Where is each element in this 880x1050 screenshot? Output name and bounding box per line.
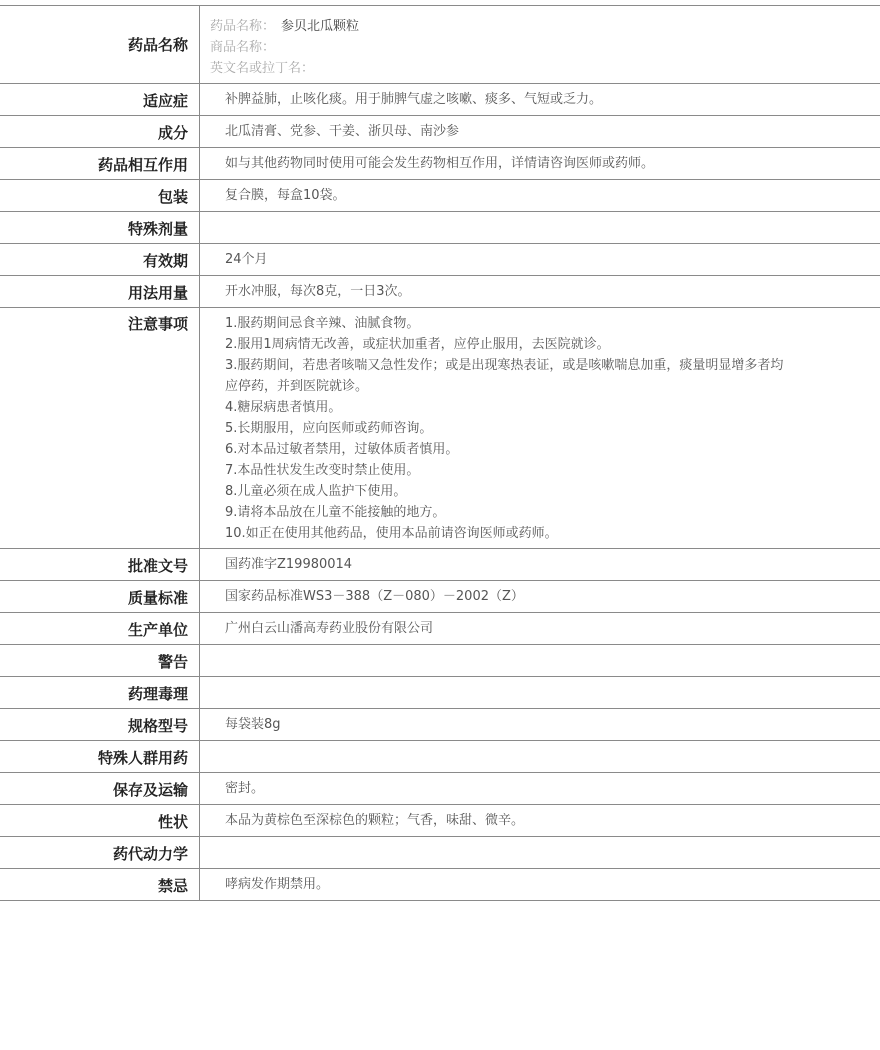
list-item: 4.糖尿病患者慎用。: [225, 400, 342, 415]
list-item: 2.服用1周病情无改善，或症状加重者，应停止服用，去医院就诊。: [225, 337, 610, 352]
row-value: 如与其他药物同时使用可能会发生药物相互作用，详情请咨询医师或药师。: [225, 156, 655, 171]
list-item: 6.对本品过敏者禁用，过敏体质者慎用。: [225, 442, 459, 457]
row-label: 质量标准: [0, 581, 200, 612]
row-packaging: [0, 180, 880, 212]
drug-name-values: [200, 6, 880, 83]
row-label: 药品名称: [0, 6, 200, 83]
row-approval-number: [0, 549, 880, 581]
row-label: 特殊剂量: [0, 212, 200, 243]
row-value: 国药准字Z19980014: [225, 557, 353, 572]
row-special-dosage: [0, 212, 880, 244]
row-label: 药代动力学: [0, 837, 200, 868]
row-value: 24个月: [225, 252, 268, 267]
row-label: 包装: [0, 180, 200, 211]
row-ingredients: [0, 116, 880, 148]
trade-name-line: [210, 37, 870, 58]
list-item: 1.服药期间忌食辛辣、油腻食物。: [225, 316, 420, 331]
row-precautions: [0, 308, 880, 549]
english-name-key: 英文名或拉丁名：: [210, 61, 315, 76]
row-label: 药品相互作用: [0, 148, 200, 179]
list-item: 7.本品性状发生改变时禁止使用。: [225, 463, 420, 478]
row-value: 本品为黄棕色至深棕色的颗粒；气香，味甜、微辛。: [225, 813, 525, 828]
row-value: [200, 837, 880, 868]
row-label: 生产单位: [0, 613, 200, 644]
list-item: 10.如正在使用其他药品，使用本品前请咨询医师或药师。: [225, 526, 558, 541]
row-label: 规格型号: [0, 709, 200, 740]
row-label: 用法用量: [0, 276, 200, 307]
generic-name-line: [210, 16, 870, 37]
row-label: 注意事项: [0, 308, 200, 548]
row-label: 有效期: [0, 244, 200, 275]
list-item: 8.儿童必须在成人监护下使用。: [225, 484, 407, 499]
row-appearance: [0, 805, 880, 837]
precautions-list: [200, 308, 880, 548]
row-value: [200, 677, 880, 708]
row-shelf-life: [0, 244, 880, 276]
row-usage-dosage: [0, 276, 880, 308]
row-value: 开水冲服，每次8克，一日3次。: [225, 284, 411, 299]
row-value: 密封。: [225, 781, 265, 796]
trade-name-key: 商品名称：: [210, 40, 276, 55]
row-label: 成分: [0, 116, 200, 147]
row-indications: [0, 84, 880, 116]
row-storage: [0, 773, 880, 805]
row-label: 保存及运输: [0, 773, 200, 804]
list-item: 5.长期服用，应向医师或药师咨询。: [225, 421, 433, 436]
row-drug-name: [0, 6, 880, 84]
row-value: [200, 741, 880, 772]
row-value: 每袋装8g: [225, 717, 281, 732]
row-warnings: [0, 645, 880, 677]
row-label: 特殊人群用药: [0, 741, 200, 772]
row-label: 适应症: [0, 84, 200, 115]
row-value: 补脾益肺，止咳化痰。用于肺脾气虚之咳嗽、痰多、气短或乏力。: [225, 92, 603, 107]
list-item: 3.服药期间，若患者咳喘又急性发作；或是出现寒热表证，或是咳嗽喘息加重，痰量明显增多者均应停药，并到医院就诊。: [225, 358, 784, 394]
row-label: 警告: [0, 645, 200, 676]
row-specification: [0, 709, 880, 741]
row-value: 哮病发作期禁用。: [225, 877, 330, 892]
row-label: 禁忌: [0, 869, 200, 900]
row-pharmacokinetics: [0, 837, 880, 869]
generic-name-value: 参贝北瓜颗粒: [281, 19, 360, 34]
row-interactions: [0, 148, 880, 180]
row-label: 药理毒理: [0, 677, 200, 708]
list-item: 9.请将本品放在儿童不能接触的地方。: [225, 505, 446, 520]
row-label: 性状: [0, 805, 200, 836]
row-pharmacology: [0, 677, 880, 709]
row-value: 国家药品标准WS3－388（Z－080）－2002（Z）: [225, 589, 524, 604]
row-value: 复合膜，每盒10袋。: [225, 188, 346, 203]
row-value: 北瓜清膏、党参、干姜、浙贝母、南沙参: [225, 124, 460, 139]
row-special-populations: [0, 741, 880, 773]
row-manufacturer: [0, 613, 880, 645]
drug-info-table: [0, 5, 880, 901]
row-value: [200, 212, 880, 243]
english-name-line: [210, 58, 870, 79]
row-value: [200, 645, 880, 676]
row-quality-standard: [0, 581, 880, 613]
row-label: 批准文号: [0, 549, 200, 580]
row-contraindications: [0, 869, 880, 901]
generic-name-key: 药品名称：: [210, 19, 276, 34]
row-value: 广州白云山潘高寿药业股份有限公司: [225, 621, 434, 636]
